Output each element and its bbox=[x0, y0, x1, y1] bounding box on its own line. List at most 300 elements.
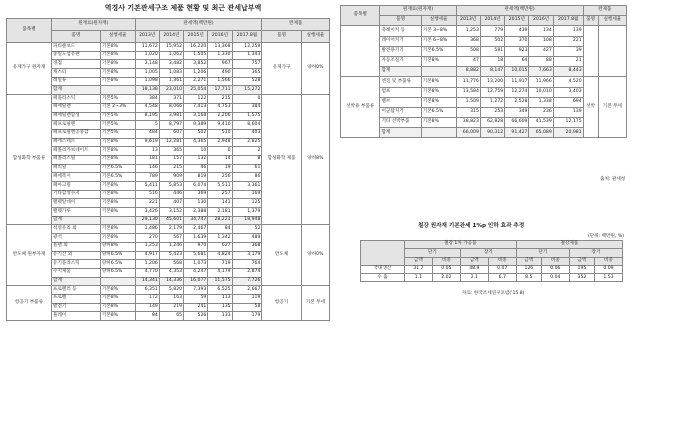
left-table-cell: 폐플라스틱 bbox=[52, 95, 101, 104]
right-table-total-cell: 66,009 bbox=[456, 128, 480, 138]
left-table-cell: 펠렛알데이 bbox=[52, 199, 101, 208]
left-table-cell: 2,825 bbox=[232, 138, 262, 147]
left-table-cell: 기본8% bbox=[100, 234, 135, 243]
right-table-cell: 134 bbox=[529, 26, 553, 36]
left-table-cell: 132 bbox=[184, 155, 208, 164]
effect-data-row bbox=[361, 265, 623, 273]
left-table-cell: 1,073 bbox=[184, 260, 208, 269]
right-table-cell: 기본8% bbox=[421, 87, 456, 97]
left-table-cell: 365 bbox=[159, 147, 183, 156]
effect-cell: 2.1 bbox=[460, 274, 488, 282]
right-table-header-material: 원재료(원자재) bbox=[380, 6, 456, 16]
left-table-cell: 365 bbox=[232, 69, 262, 78]
left-table-cell: 1,246 bbox=[159, 242, 183, 251]
left-table-cell: 기본8% bbox=[100, 69, 135, 78]
left-table-cell: 기본8% bbox=[100, 77, 135, 86]
left-table-category-cell: 항공기 부품류 bbox=[7, 286, 52, 321]
right-table-total-cell: 90,312 bbox=[480, 128, 504, 138]
left-table-cell: 5 bbox=[135, 121, 159, 130]
left-table-cell: 526 bbox=[184, 312, 208, 321]
left-table-cell: 909 bbox=[159, 173, 183, 182]
left-table-cell: 58 bbox=[232, 303, 262, 312]
right-table-subheader-cell: 2015년 bbox=[505, 16, 529, 26]
left-table-cell: 기본8% bbox=[100, 303, 135, 312]
effect-header-sub: 금액 bbox=[460, 257, 488, 265]
right-table-subheader-cell: 2014년 bbox=[480, 16, 504, 26]
left-table-cell: 수지제품 bbox=[52, 268, 101, 277]
left-table-total-cell: 28,221 bbox=[208, 216, 232, 225]
left-table-product-cell: 합성화학 제품 bbox=[262, 95, 301, 225]
left-table-cell: 14 bbox=[208, 155, 232, 164]
left-table-cell: 403 bbox=[232, 129, 262, 138]
left-table-cell: 기본8% bbox=[100, 43, 135, 52]
left-table-subheader-cell: 실행세율 bbox=[301, 31, 329, 43]
effect-header-sub: 비중 bbox=[488, 257, 516, 265]
left-table-cell: 3,152 bbox=[159, 208, 183, 217]
right-table-header-category: 품목별 bbox=[341, 6, 380, 26]
right-table-cell: 3,403 bbox=[553, 87, 583, 97]
left-table-cell: 59 bbox=[184, 294, 208, 303]
left-table-cell: 1,206 bbox=[184, 69, 208, 78]
left-table-cell: 발전기 bbox=[52, 303, 101, 312]
left-table-cell: 폐아크릴 bbox=[52, 182, 101, 191]
effect-cell: 126 bbox=[516, 265, 541, 273]
right-table-cell: 18 bbox=[480, 56, 504, 66]
left-table-cell: 캐스터 bbox=[52, 69, 101, 78]
right-table-cell: 139 bbox=[553, 26, 583, 36]
left-table-subheader-row bbox=[7, 31, 330, 43]
right-table-subheader-cell: 실행세율 bbox=[421, 16, 456, 26]
left-table-cell: 기본5% bbox=[100, 112, 135, 121]
right-table-cell: 41,539 bbox=[529, 118, 553, 128]
left-table-cell: 1,566 bbox=[208, 77, 232, 86]
right-table-cell: 221 bbox=[553, 36, 583, 46]
right-table-product-rate-cell bbox=[598, 26, 626, 77]
left-table-cell: 3,426 bbox=[135, 208, 159, 217]
left-table-cell: 215 bbox=[159, 164, 183, 173]
left-table-total-cell bbox=[100, 216, 135, 225]
effect-header-sub: 금액 bbox=[569, 257, 594, 265]
right-table-total-cell: 8,443 bbox=[553, 67, 583, 77]
right-table-total-cell: 65,089 bbox=[529, 128, 553, 138]
left-table-cell: 141 bbox=[208, 199, 232, 208]
left-table-row bbox=[7, 225, 330, 234]
left-table-cell: 펠렛가루 bbox=[52, 208, 101, 217]
left-table-total-cell: 11,575 bbox=[208, 277, 232, 286]
left-table-total-cell: 7,726 bbox=[232, 277, 262, 286]
right-table-header-product: 완제품 bbox=[583, 6, 626, 16]
left-table-cell: 양허6.5% bbox=[100, 268, 135, 277]
left-table-cell: 경첩 bbox=[52, 60, 101, 69]
left-table-cell: 기본8% bbox=[100, 225, 135, 234]
left-table-cell: 1,575 bbox=[232, 112, 262, 121]
left-table-cell: 4,917 bbox=[135, 251, 159, 260]
left-table-cell: 1,253 bbox=[135, 242, 159, 251]
left-table-cell: 2 bbox=[232, 147, 262, 156]
right-table-cell: 레이어커기 bbox=[380, 36, 421, 46]
left-table-cell: 기본8% bbox=[100, 312, 135, 321]
left-table-cell: 4,753 bbox=[208, 103, 232, 112]
left-table-cell: 270 bbox=[135, 234, 159, 243]
right-table-cell: 236 bbox=[529, 107, 553, 117]
left-table-cell: 1,206 bbox=[135, 260, 159, 269]
effect-table-title: 철강 원자재 기본관세 1%p 인하 효과 추정 bbox=[418, 223, 525, 229]
effect-header-sub: 비중 bbox=[541, 257, 569, 265]
left-table-cell: 8,797 bbox=[159, 121, 183, 130]
right-table-cell: 12,175 bbox=[553, 118, 583, 128]
left-table-cell: 446 bbox=[159, 190, 183, 199]
left-table-cell: 7,393 bbox=[184, 286, 208, 295]
left-table-cell: 1,020 bbox=[135, 51, 159, 60]
right-table-cell: 694 bbox=[553, 97, 583, 107]
right-table-subheader-cell: 품명 bbox=[583, 16, 598, 26]
left-table-cell: 유기산 외 bbox=[52, 251, 101, 260]
left-table-cell: 9,410 bbox=[208, 121, 232, 130]
effect-cell: 48.9 bbox=[460, 265, 488, 273]
left-table-cell: 130 bbox=[184, 199, 208, 208]
right-table-cell: 11,776 bbox=[456, 77, 480, 87]
left-table-cell: 1,062 bbox=[159, 51, 183, 60]
left-table-cell: 6,074 bbox=[184, 182, 208, 191]
left-table-cell: 502 bbox=[184, 129, 208, 138]
left-table-cell: 기본6.5% bbox=[100, 173, 135, 182]
left-table-cell: 65 bbox=[159, 312, 183, 321]
right-table-cell: 자동조절기 bbox=[380, 56, 421, 66]
left-table-cell: 기본5% bbox=[100, 129, 135, 138]
left-table-cell: 3,361 bbox=[232, 182, 262, 191]
left-table-cell: 407 bbox=[159, 199, 183, 208]
left-table-cell: 4,247 bbox=[184, 268, 208, 277]
left-table-cell: 기본8% bbox=[100, 208, 135, 217]
left-table-cell: 기본8% bbox=[100, 182, 135, 191]
left-table-cell: 8 bbox=[232, 155, 262, 164]
right-table-total-cell: 10,015 bbox=[505, 67, 529, 77]
left-table-cell: 257 bbox=[208, 190, 232, 199]
left-table-cell: 폐프로필렌공중합 bbox=[52, 129, 101, 138]
effect-cell: 0.05 bbox=[432, 265, 460, 273]
left-table-cell: 양허8% bbox=[100, 242, 135, 251]
right-table-source: 출처: 관세청 bbox=[600, 177, 626, 182]
right-table-product-cell bbox=[583, 26, 598, 77]
right-table-cell: 21 bbox=[553, 56, 583, 66]
left-table-subheader-cell: 품명 bbox=[262, 31, 301, 43]
left-table-cell: 84 bbox=[135, 312, 159, 321]
left-table-cell: 석영유리 외 bbox=[52, 225, 101, 234]
right-table-cell: 기본8% bbox=[421, 77, 456, 87]
effect-table bbox=[360, 240, 623, 282]
right-table-total-cell: 7,663 bbox=[529, 67, 553, 77]
effect-cell: 31.7 bbox=[404, 265, 432, 273]
left-table-cell: 2,179 bbox=[159, 225, 183, 234]
left-table-cell: 219 bbox=[159, 303, 183, 312]
left-table-cell: 7,413 bbox=[184, 103, 208, 112]
right-table-total-cell bbox=[421, 67, 456, 77]
left-table-cell: 113 bbox=[208, 294, 232, 303]
left-table-cell: 8,066 bbox=[159, 103, 183, 112]
left-table-cell: 4,365 bbox=[184, 138, 208, 147]
right-tariff-table bbox=[340, 5, 627, 138]
left-table-cell: 371 bbox=[159, 95, 183, 104]
left-table-row bbox=[7, 286, 330, 295]
right-table-cell: 1,509 bbox=[456, 97, 480, 107]
left-table-cell: 169 bbox=[232, 190, 262, 199]
right-table-total-cell: 8,147 bbox=[480, 67, 504, 77]
right-table-cell: 315 bbox=[456, 107, 480, 117]
left-table-cell: 119 bbox=[232, 294, 262, 303]
left-table-cell: 819 bbox=[184, 173, 208, 182]
right-table-cell: 2,528 bbox=[505, 97, 529, 107]
left-table-product-rate-cell: 양허0% bbox=[301, 43, 329, 95]
right-table-row bbox=[341, 26, 627, 36]
left-table-cell: 기본8% bbox=[100, 190, 135, 199]
right-table-cell: 581 bbox=[480, 46, 504, 56]
effect-header-sub: 비중 bbox=[594, 257, 622, 265]
right-table-total-cell: 합계 bbox=[380, 67, 421, 77]
left-table-cell: 215 bbox=[208, 95, 232, 104]
left-table-cell: 179 bbox=[232, 312, 262, 321]
left-table-cell: 폐에스테르 bbox=[52, 138, 101, 147]
right-table-cell: 기본6.5% bbox=[421, 107, 456, 117]
left-table-cell: 13 bbox=[135, 147, 159, 156]
left-table-cell: 플랜 외 bbox=[52, 242, 101, 251]
left-table-category-cell: 유제가구 원자재 bbox=[7, 43, 52, 95]
left-table-total-cell: 25,054 bbox=[184, 86, 208, 95]
left-table-subheader-cell: 2013년 bbox=[135, 31, 159, 43]
left-table-cell: 61 bbox=[232, 164, 262, 173]
left-table-category-cell: 합성화학 부품류 bbox=[7, 95, 52, 225]
effect-cell: 6.7 bbox=[488, 274, 516, 282]
right-table-cell: 139 bbox=[553, 107, 583, 117]
left-table-cell: 4,824 bbox=[208, 251, 232, 260]
left-table-cell: 607 bbox=[159, 129, 183, 138]
effect-cell: 8.5 bbox=[516, 274, 541, 282]
left-table-total-cell: 34,747 bbox=[184, 216, 208, 225]
right-table-category-cell: 선박용 부품류 bbox=[341, 77, 380, 138]
right-table-cell: 12,274 bbox=[505, 87, 529, 97]
left-table-cell: 3,168 bbox=[184, 112, 208, 121]
left-table-product-rate-cell: 기본 무세 bbox=[301, 286, 329, 321]
left-table-product-rate-cell: 양허0% bbox=[301, 225, 329, 286]
right-table-header-row bbox=[341, 6, 627, 16]
left-table-total-cell: 14,336 bbox=[159, 277, 183, 286]
right-table-total-cell: 91,427 bbox=[505, 128, 529, 138]
left-table-cell: 프로펠러 등 bbox=[52, 286, 101, 295]
right-table-total-cell bbox=[421, 128, 456, 138]
right-table-cell: 1,272 bbox=[480, 97, 504, 107]
left-table-cell: 5,681 bbox=[184, 251, 208, 260]
left-table-total-cell: 45,601 bbox=[159, 216, 183, 225]
left-table-cell: 241 bbox=[184, 303, 208, 312]
right-table-cell: 10,010 bbox=[529, 87, 553, 97]
right-table-cell: 66,609 bbox=[505, 118, 529, 128]
right-table-cell: 기본6.5% bbox=[421, 46, 456, 56]
effect-cell: 352 bbox=[569, 274, 594, 282]
left-table-cell: 3,482 bbox=[159, 60, 183, 69]
left-table-cell: 프로펠 bbox=[52, 294, 101, 303]
right-table-cell: 13,200 bbox=[480, 77, 504, 87]
left-table-total-cell bbox=[100, 277, 135, 286]
right-table-cell: 기본8% bbox=[421, 118, 456, 128]
right-table-cell: 11,917 bbox=[505, 77, 529, 87]
effect-cell: 0.04 bbox=[541, 274, 569, 282]
left-table-product-cell: 반도체 bbox=[262, 225, 301, 286]
left-table-cell: 기본5% bbox=[100, 95, 135, 104]
left-table-total-cell: 합계 bbox=[52, 86, 101, 95]
left-table-cell: 기본8% bbox=[100, 199, 135, 208]
right-table-cell: 발전용기기 bbox=[380, 46, 421, 56]
left-table-cell: 719 bbox=[208, 260, 232, 269]
left-table-cell: 12,281 bbox=[159, 138, 183, 147]
left-table-cell: 양허6.5% bbox=[100, 260, 135, 269]
left-table-cell: 레일류 bbox=[52, 77, 101, 86]
left-table-cell: 528 bbox=[232, 77, 262, 86]
left-table-cell: 516 bbox=[135, 190, 159, 199]
left-table-cell: 1,486 bbox=[135, 225, 159, 234]
left-table-cell: 폐에폭시 bbox=[52, 173, 101, 182]
right-table-cell: 1,338 bbox=[529, 97, 553, 107]
left-table-cell: 221 bbox=[135, 199, 159, 208]
effect-data-row bbox=[361, 274, 623, 282]
left-table-cell: 5,853 bbox=[159, 182, 183, 191]
right-table-cell: 기타 선박부품 bbox=[380, 118, 421, 128]
left-table-row bbox=[7, 43, 330, 52]
left-table-cell: 2,467 bbox=[184, 225, 208, 234]
left-table-cell: 510 bbox=[208, 129, 232, 138]
document-title: 역경사 기본관세구조 제품 현황 및 최근 관세납부액 bbox=[104, 4, 262, 12]
left-table-total-cell: 16,077 bbox=[184, 277, 208, 286]
left-table-cell: 기본8% bbox=[100, 294, 135, 303]
right-table-cell: 기본 3~8% bbox=[421, 26, 456, 36]
left-table-cell: 4,179 bbox=[208, 268, 232, 277]
right-table-cell: 1,253 bbox=[456, 26, 480, 36]
left-table-cell: 489 bbox=[232, 234, 262, 243]
left-table-cell: 기본 2~3% bbox=[100, 103, 135, 112]
effect-header-term: 장기 bbox=[460, 249, 516, 257]
left-table-cell: 풀레이 bbox=[52, 312, 101, 321]
left-table-cell: 기본8% bbox=[100, 155, 135, 164]
left-table-cell: 256 bbox=[208, 173, 232, 182]
left-table-cell: 172 bbox=[135, 294, 159, 303]
right-table-total-cell: 합계 bbox=[380, 128, 421, 138]
left-table-cell: 유기플라스틱 bbox=[52, 260, 101, 269]
left-table-cell: 2,271 bbox=[184, 77, 208, 86]
right-table-subheader-cell: 2013년 bbox=[456, 16, 480, 26]
left-table-cell: 파티클보드 bbox=[52, 43, 101, 52]
effect-header-group: 철강 1차 가공품 bbox=[404, 241, 516, 249]
left-table-cell: 5,423 bbox=[159, 251, 183, 260]
left-table-cell: 3,179 bbox=[232, 251, 262, 260]
effect-row-label: 수 출 bbox=[361, 274, 405, 282]
right-table-cell: 13,584 bbox=[456, 87, 480, 97]
right-table-cell: 4,520 bbox=[553, 77, 583, 87]
left-table-cell: 6,351 bbox=[135, 286, 159, 295]
left-table-header-category: 품목별 bbox=[7, 19, 52, 43]
right-table-cell: 370 bbox=[505, 36, 529, 46]
left-table-product-cell: 항공기 bbox=[262, 286, 301, 321]
right-table-total-cell: 8,882 bbox=[456, 67, 480, 77]
left-table-cell: 970 bbox=[184, 242, 208, 251]
left-table-cell: 폐에틸렌 bbox=[52, 103, 101, 112]
left-table-total-cell: 합계 bbox=[52, 277, 101, 286]
right-table-subheader-cell: 품명 bbox=[380, 16, 421, 26]
left-table-cell: 1,005 bbox=[135, 69, 159, 78]
left-table-cell: 8,604 bbox=[232, 121, 262, 130]
right-table-category-cell bbox=[341, 26, 380, 77]
left-table-total-cell: 18,948 bbox=[232, 216, 262, 225]
left-table-cell: 광석 bbox=[52, 234, 101, 243]
left-table-cell: 1,098 bbox=[135, 77, 159, 86]
left-table-cell: 9,619 bbox=[135, 138, 159, 147]
left-table-cell: 133 bbox=[208, 312, 232, 321]
right-table-subheader-row bbox=[341, 16, 627, 26]
left-table-subheader-cell: 2014년 bbox=[159, 31, 183, 43]
effect-cell: 2.02 bbox=[432, 274, 460, 282]
right-table-cell: 12,759 bbox=[480, 87, 504, 97]
right-table-subheader-cell: 2016년 bbox=[529, 16, 553, 26]
effect-table-source: 자료: 한국조세연구포럼('15.8) bbox=[462, 291, 525, 296]
left-table-cell: 폐폴리카보네이트 bbox=[52, 147, 101, 156]
left-table-cell: 기본8% bbox=[100, 51, 135, 60]
left-table-cell: 1,342 bbox=[208, 234, 232, 243]
effect-cell: 1.1 bbox=[404, 274, 432, 282]
left-table-cell: 135 bbox=[208, 303, 232, 312]
right-table-cell: 39 bbox=[553, 46, 583, 56]
left-table-cell: 4,770 bbox=[135, 268, 159, 277]
left-table-cell: 10 bbox=[184, 147, 208, 156]
left-table-cell: 764 bbox=[232, 260, 262, 269]
effect-header-sub: 비중 bbox=[432, 257, 460, 265]
left-table-header-tariff: 관세액(백만원) bbox=[135, 19, 262, 31]
right-table-cell: 253 bbox=[480, 107, 504, 117]
left-table-cell: 2,667 bbox=[232, 286, 262, 295]
left-table-cell: 1,343 bbox=[232, 51, 262, 60]
effect-header-term: 장기 bbox=[569, 249, 622, 257]
effect-header-sub: 금액 bbox=[404, 257, 432, 265]
right-table-cell: 47 bbox=[456, 56, 480, 66]
effect-row-label: 국내생산 bbox=[361, 265, 405, 273]
left-table-cell: 1,505 bbox=[184, 51, 208, 60]
left-table-cell: 627 bbox=[208, 242, 232, 251]
effect-header-group: 철강제품 bbox=[516, 241, 622, 249]
left-table-total-cell: 23,010 bbox=[159, 86, 183, 95]
left-table-cell: 1,361 bbox=[159, 77, 183, 86]
right-table-cell: 427 bbox=[529, 46, 553, 56]
left-table-cell: 384 bbox=[135, 95, 159, 104]
right-table-cell: 기본8% bbox=[421, 56, 456, 66]
effect-header-blank bbox=[361, 241, 405, 266]
right-table-cell: 502 bbox=[480, 36, 504, 46]
effect-header-term: 단기 bbox=[516, 249, 569, 257]
right-table-cell: 어군탐지기 bbox=[380, 107, 421, 117]
left-table-cell: 967 bbox=[208, 60, 232, 69]
left-table-cell: 양허6.5% bbox=[100, 251, 135, 260]
effect-table-unit: (단위: 백만원, %) bbox=[588, 234, 625, 239]
right-table-cell: 축레이커 등 bbox=[380, 26, 421, 36]
left-table-cell: 폐에틸렌합성 bbox=[52, 112, 101, 121]
left-table-cell: 2,181 bbox=[208, 208, 232, 217]
left-table-cell: 9,389 bbox=[184, 121, 208, 130]
left-table-cell: 2,388 bbox=[184, 208, 208, 217]
left-table-cell: 4,548 bbox=[135, 103, 159, 112]
left-table-total-cell bbox=[100, 86, 135, 95]
left-table-cell: 기본8% bbox=[100, 138, 135, 147]
right-table-cell: 108 bbox=[529, 36, 553, 46]
left-table-cell: 기본8% bbox=[100, 60, 135, 69]
right-table-cell: 62,828 bbox=[480, 118, 504, 128]
right-table-cell: 38,823 bbox=[456, 118, 480, 128]
right-table-product-cell: 선박 bbox=[583, 77, 598, 138]
left-table-cell: 2,206 bbox=[208, 112, 232, 121]
